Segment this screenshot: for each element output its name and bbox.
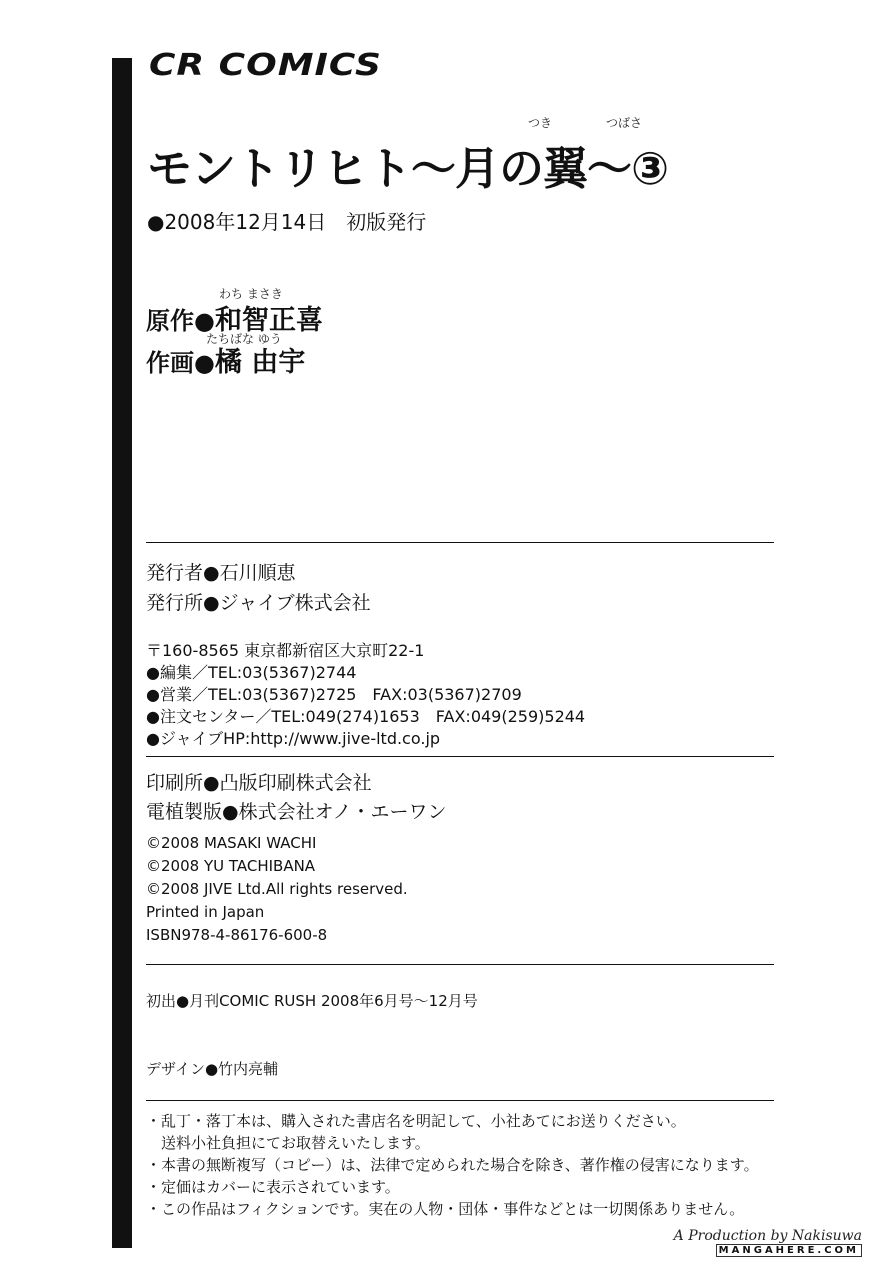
art-label: 作画● [146, 349, 215, 377]
scanlation-credit: A Production by Nakisuwa [673, 1228, 862, 1244]
note-line: ・乱丁・落丁本は、購入された書店名を明記して、小社あてにお送りください。 [146, 1112, 686, 1130]
editorial-contact: ●編集／TEL:03(5367)2744 [146, 663, 357, 682]
ruby-author: わち まさき [219, 287, 283, 301]
artist-name: 橘 由宇 [214, 347, 306, 378]
design-credit: デザイン●竹内亮輔 [146, 1060, 279, 1078]
copyright-line: ©2008 JIVE Ltd.All rights reserved. [146, 880, 408, 898]
ruby-artist: たちばな ゆう [206, 332, 282, 346]
divider-notes [146, 1100, 774, 1101]
original-author-name: 和智正喜 [214, 305, 323, 336]
divider-publisher [146, 542, 774, 543]
divider-first-appearance [146, 964, 774, 965]
original-label: 原作● [146, 307, 215, 335]
first-appearance: 初出●月刊COMIC RUSH 2008年6月号～12月号 [146, 992, 478, 1010]
site-watermark: MANGAHERE.COM [716, 1244, 862, 1257]
printed-in-line: Printed in Japan [146, 903, 265, 921]
note-line: ・定価はカバーに表示されています。 [146, 1178, 400, 1196]
typesetting: 電植製版●株式会社オノ・エーワン [146, 801, 447, 823]
divider-printing [146, 756, 774, 757]
sales-contact: ●営業／TEL:03(5367)2725 FAX:03(5367)2709 [146, 685, 522, 704]
issuer: 発行者●石川順恵 [146, 562, 296, 584]
website-link[interactable]: ●ジャイブHP:http://www.jive-ltd.co.jp [146, 729, 441, 748]
note-line: ・本書の無断複写（コピー）は、法律で定められた場合を除き、著作権の侵害になります。 [146, 1156, 759, 1174]
artist-credit [146, 340, 305, 379]
book-title: モントリヒト～月の翼～③ [147, 142, 669, 195]
postal-address: 〒160-8565 東京都新宿区大京町22-1 [146, 641, 425, 660]
isbn-line: ISBN978-4-86176-600-8 [146, 926, 328, 944]
vertical-bar [112, 58, 132, 1248]
printer: 印刷所●凸版印刷株式会社 [146, 772, 372, 794]
copyright-line: ©2008 MASAKI WACHI [146, 834, 317, 852]
note-line: 送料小社負担にてお取替えいたします。 [146, 1134, 430, 1152]
order-center-contact: ●注文センター／TEL:049(274)1653 FAX:049(259)5244 [146, 707, 586, 726]
ruby-tsuki: つき [528, 116, 553, 130]
copyright-line: ©2008 YU TACHIBANA [146, 857, 316, 875]
publishing-office: 発行所●ジャイブ株式会社 [146, 592, 371, 614]
imprint-logo: CR COMICS [149, 48, 382, 83]
note-line: ・この作品はフィクションです。実在の人物・団体・事件などとは一切関係ありません。 [146, 1200, 745, 1218]
publication-date: ●2008年12月14日 初版発行 [147, 210, 427, 234]
ruby-tsubasa: つばさ [606, 116, 643, 130]
